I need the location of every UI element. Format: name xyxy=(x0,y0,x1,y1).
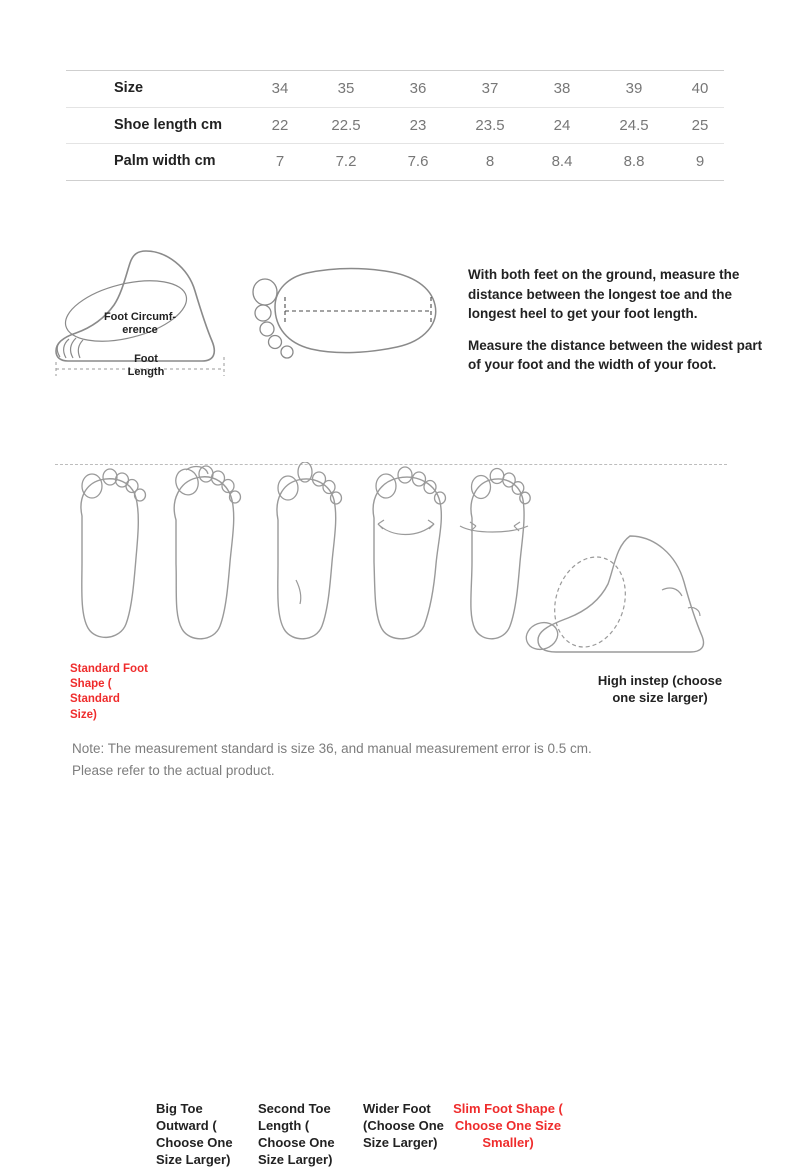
foot-shape-big-toe-outward xyxy=(156,462,246,657)
cell-palm-width-34: 7 xyxy=(275,153,285,171)
foot-side-view-diagram xyxy=(38,245,238,385)
cell-shoe-length-38: 24 xyxy=(553,116,571,134)
cell-shoe-length-39: 24.5 xyxy=(619,116,649,134)
foot-shape-wider xyxy=(358,462,453,657)
cell-shoe-length-35: 22.5 xyxy=(331,116,361,134)
cell-size-37: 37 xyxy=(481,80,499,98)
cell-size-39: 39 xyxy=(625,80,643,98)
cell-palm-width-37: 8 xyxy=(485,153,495,171)
foot-shape-standard xyxy=(62,462,152,657)
cell-shoe-length-36: 23 xyxy=(409,116,427,134)
measurement-guide-section xyxy=(0,245,790,395)
note-line-2: Please refer to the actual product. xyxy=(72,762,275,778)
cell-shoe-length-40: 25 xyxy=(691,116,709,134)
table-row xyxy=(66,144,724,181)
cell-shoe-length-34: 22 xyxy=(271,116,289,134)
row-header-size: Size xyxy=(114,80,144,96)
cell-palm-width-36: 7.6 xyxy=(407,153,429,171)
caption-high-instep: High instep (choose one size larger) xyxy=(597,673,723,706)
size-chart-table xyxy=(66,70,724,181)
caption-standard-foot: Standard Foot Shape ( Standard Size) xyxy=(70,663,148,721)
table-row xyxy=(66,107,724,144)
cell-size-35: 35 xyxy=(337,80,355,98)
cell-palm-width-35: 7.2 xyxy=(335,153,357,171)
table-row xyxy=(66,71,724,108)
cell-palm-width-38: 8.4 xyxy=(551,153,573,171)
cell-size-36: 36 xyxy=(409,80,427,98)
row-header-shoe-length: Shoe length cm xyxy=(114,116,222,133)
cell-size-34: 34 xyxy=(271,80,289,98)
standard-foot-icon xyxy=(62,462,152,652)
foot-sole-view-diagram xyxy=(245,245,460,380)
foot-shape-second-toe xyxy=(258,462,348,657)
foot-shape-high-instep xyxy=(512,530,727,665)
wider-foot-icon xyxy=(358,462,453,652)
high-instep-foot-icon xyxy=(512,530,727,660)
measurement-instructions xyxy=(468,265,768,387)
caption-second-toe: Second Toe Length ( Choose One Size Larger) xyxy=(258,1101,335,1168)
row-header-palm-width: Palm width cm xyxy=(114,153,216,170)
caption-wider-foot: Wider Foot (Choose One Size Larger) xyxy=(363,1101,444,1151)
instruction-width: Measure the distance between the widest part of your foot and the width of your foot. xyxy=(468,337,763,373)
cell-palm-width-39: 8.8 xyxy=(623,153,645,171)
big-toe-outward-foot-icon xyxy=(156,462,246,652)
foot-circumference-label: Foot Circumf- erence xyxy=(103,311,177,337)
instruction-length: With both feet on the ground, measure the distance between the longest toe and the longest heel to get your foot length. xyxy=(468,267,740,322)
measurement-note xyxy=(72,738,722,781)
cell-shoe-length-37: 23.5 xyxy=(475,116,505,134)
caption-slim-foot: Slim Foot Shape ( Choose One Size Smaller) xyxy=(453,1101,563,1151)
note-line-1: Note: The measurement standard is size 36, and manual measurement error is 0.5 cm. xyxy=(72,741,592,756)
foot-sole-outline-icon xyxy=(245,245,460,380)
second-toe-long-foot-icon xyxy=(258,462,348,652)
foot-length-label: Foot Length xyxy=(127,353,165,379)
cell-palm-width-40: 9 xyxy=(695,153,705,171)
caption-big-toe-outward: Big Toe Outward ( Choose One Size Larger) xyxy=(156,1101,233,1168)
cell-size-38: 38 xyxy=(553,80,571,98)
cell-size-40: 40 xyxy=(691,80,709,98)
